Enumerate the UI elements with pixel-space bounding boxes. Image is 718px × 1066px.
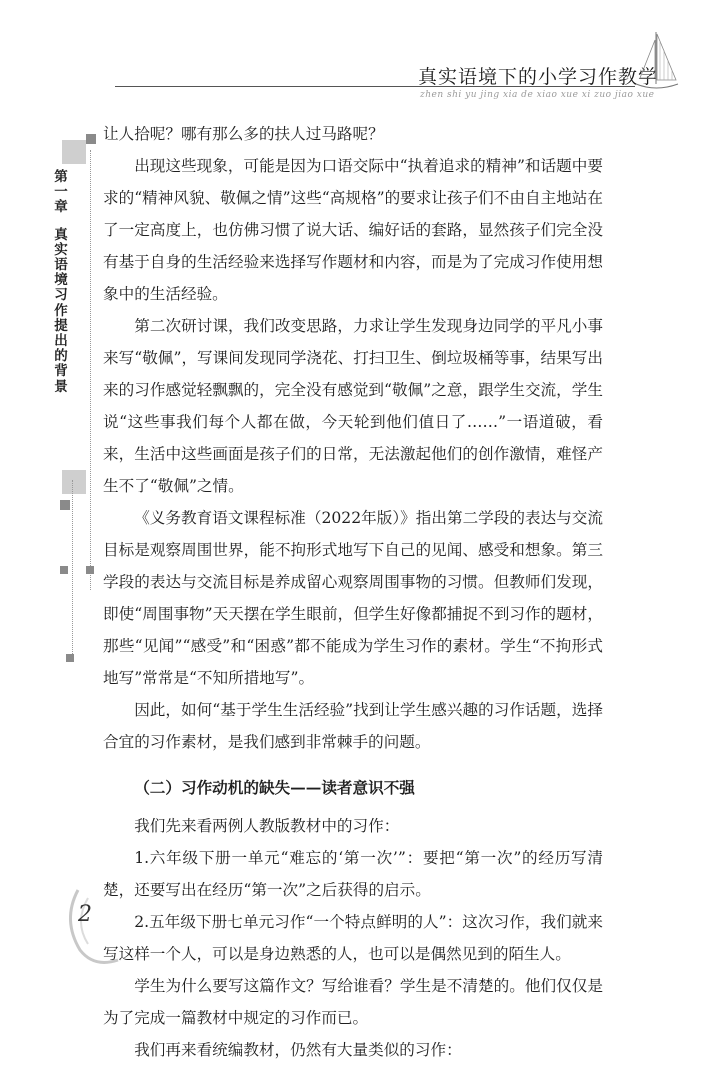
side-square (62, 470, 86, 494)
chapter-char: 一 (54, 184, 68, 201)
chapter-title-char: 实 (54, 241, 68, 258)
chapter-title-char: 的 (54, 348, 68, 365)
paragraph: 让人拾呢？哪有那么多的扶人过马路呢？ (103, 125, 384, 143)
side-square (60, 500, 70, 510)
chapter-title-char: 真 (54, 226, 68, 243)
side-square (86, 134, 96, 144)
header-rule (115, 86, 635, 87)
side-square (62, 140, 86, 164)
chapter-title-char: 境 (54, 272, 68, 289)
paragraph: 2.五年级下册七单元习作“一个特点鲜明的人”：这次习作，我们就来写这样一个人，可以是身边熟悉的人，也可以是偶然见到的陌生人。 (103, 913, 603, 963)
paragraph: 1.六年级下册一单元“难忘的‘第一次’”：要把“第一次”的经历写清楚，还要写出在经历“第一次”之后获得的启示。 (103, 849, 603, 899)
paragraph: 因此，如何“基于学生生活经验”找到让学生感兴趣的习作话题，选择合宜的习作素材，是我们感到非常棘手的问题。 (103, 701, 603, 751)
page-swirl-icon (60, 880, 130, 970)
side-square (60, 566, 68, 574)
body-text (103, 118, 603, 1066)
side-square (66, 654, 74, 662)
page-number: 2 (78, 902, 92, 927)
paragraph: 我们先来看两例人教版教材中的习作： (134, 817, 400, 835)
paragraph: 我们再来看统编教材，仍然有大量类似的习作： (134, 1041, 462, 1059)
side-divider (90, 150, 91, 590)
chapter-title-char: 提 (54, 317, 68, 334)
paragraph: 第二次研讨课，我们改变思路，力求让学生发现身边同学的平凡小事来写“敬佩”，写课间发现同学浇花、打扫卫生、倒垃圾桶等事，结果写出来的习作感觉轻飘飘的，完全没有感觉到“敬佩”之意，跟学生交流，学生说“这些事我们每个人都在做，今天轮到他们值日了……”一语道破，看来，生活中这些画面是孩子们的日常，无法激起他们的创作激情，难怪产生不了“敬佩”之情。 (103, 317, 603, 495)
paragraph: 出现这些现象，可能是因为口语交际中“执着追求的精神”和话题中要求的“精神风貌、敬佩之情”这些“高规格”的要求让孩子们不由自主地站在了一定高度上，也仿佛习惯了说大话、编好话的套路，显然孩子们完全没有基于自身的生活经验来选择写作题材和内容，而是为了完成习作使用想象中的生活经验。 (103, 157, 603, 303)
paragraph: 《义务教育语文课程标准（2022年版）》指出第二学段的表达与交流目标是观察周围世界，能不拘形式地写下自己的见闻、感受和想象。第三学段的表达与交流目标是养成留心观察周围事物的习惯。但教师们发现，即使“周围事物”天天摆在学生眼前，但学生好像都捕捉不到习作的题材，那些“见闻”“感受”和“困惑”都不能成为学生习作的素材。学生“不拘形式地写”常常是“不知所措地写”。 (103, 509, 603, 687)
chapter-title-char: 景 (54, 378, 68, 395)
chapter-title-char: 习 (54, 287, 68, 304)
side-square (86, 566, 94, 574)
chapter-title-char: 语 (54, 257, 68, 274)
sailboat-icon (630, 28, 682, 98)
chapter-side-label (48, 170, 74, 395)
chapter-char: 章 (54, 199, 68, 216)
section-heading: （二）习作动机的缺失——读者意识不强 (134, 778, 415, 797)
paragraph: 学生为什么要写这篇作文？写给谁看？学生是不清楚的。他们仅仅是为了完成一篇教材中规定的习作而已。 (103, 977, 603, 1027)
chapter-char: 第 (54, 169, 68, 185)
chapter-title-char: 作 (54, 302, 68, 319)
chapter-title-char: 背 (54, 363, 68, 380)
running-header-title: 真实语境下的小学习作教学 (418, 66, 659, 88)
running-header-pinyin: zhen shi yu jing xia de xiao xue xi zuo jiao xue (420, 90, 655, 100)
chapter-title-char: 出 (54, 333, 68, 350)
side-divider (72, 480, 73, 660)
